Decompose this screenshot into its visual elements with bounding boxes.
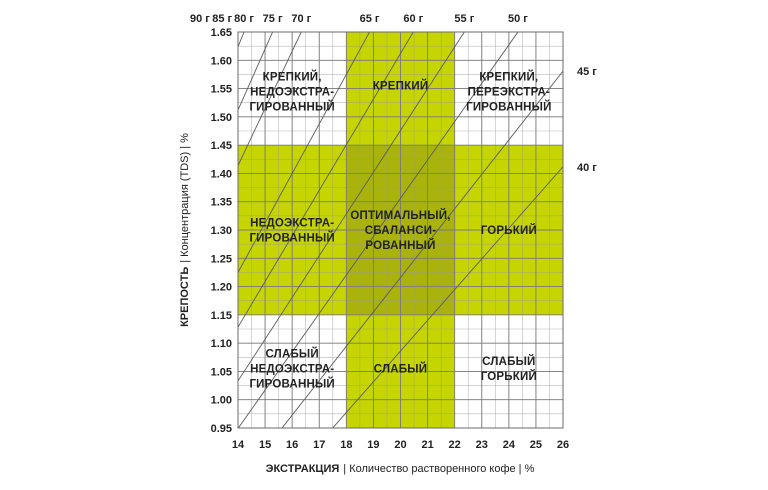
x-tick-label: 18 xyxy=(340,439,353,451)
region-label-line: КРЕПКИЙ xyxy=(372,80,429,93)
x-axis-title-rest: | Количество растворенного кофе | % xyxy=(343,463,535,475)
y-tick-label: 1.25 xyxy=(210,253,232,266)
region-label xyxy=(466,70,551,113)
y-tick-label: 1.30 xyxy=(210,225,232,237)
dose-label-top: 85 г xyxy=(212,13,233,25)
region-label-line: РОВАННЫЙ xyxy=(365,240,436,252)
y-tick-label: 1.05 xyxy=(210,366,232,379)
dose-label-top: 70 г xyxy=(291,13,312,25)
y-axis-title-rest: | Концентрация (TDS) | % xyxy=(179,133,191,263)
region-label xyxy=(350,209,450,252)
x-tick-label: 24 xyxy=(502,439,515,451)
region-label xyxy=(249,348,334,391)
x-tick-label: 20 xyxy=(394,439,407,451)
region-label-line: ГОРЬКИЙ xyxy=(480,371,537,384)
y-axis-title-bold: КРЕПОСТЬ xyxy=(179,266,191,327)
x-tick-labels xyxy=(232,439,569,451)
y-tick-label: 1.65 xyxy=(210,27,232,39)
region-label xyxy=(374,363,427,376)
y-tick-label: 1.10 xyxy=(210,338,232,351)
y-tick-label: 1.45 xyxy=(210,140,232,153)
y-tick-label: 1.50 xyxy=(210,111,232,124)
dose-label-top: 90 г xyxy=(190,13,210,25)
y-tick-labels xyxy=(211,27,232,435)
dose-label-top: 80 г xyxy=(234,13,255,25)
dose-label-top: 50 г xyxy=(508,13,528,25)
region-label-line: ГИРОВАННЫЙ xyxy=(249,378,335,391)
region-label-line: ОПТИМАЛЬНЫЙ, xyxy=(350,210,451,222)
region-label-line: ГОРЬКИЙ xyxy=(480,225,537,237)
x-tick-label: 26 xyxy=(556,439,570,451)
y-tick-label: 1.20 xyxy=(210,281,232,294)
dose-label-top: 75 г xyxy=(262,13,283,25)
region-label-line: КРЕПКИЙ, xyxy=(479,71,539,84)
y-tick-label: 0.95 xyxy=(210,423,232,435)
x-tick-label: 25 xyxy=(529,439,543,451)
region-label-line: СЛАБЫЙ xyxy=(265,348,319,361)
region-label-line: НЕДОЭКСТРА- xyxy=(250,363,335,376)
dose-label-right: 40 г xyxy=(577,161,597,174)
x-tick-label: 22 xyxy=(448,439,461,451)
region-label xyxy=(481,224,537,237)
dose-label-top: 65 г xyxy=(359,13,380,25)
region-label xyxy=(373,80,429,93)
x-axis-title xyxy=(266,463,535,475)
region-label-line: ГИРОВАННЫЙ xyxy=(466,101,552,114)
x-tick-label: 23 xyxy=(475,439,488,451)
region-label-line: СЛАБЫЙ xyxy=(482,356,536,369)
y-tick-label: 1.60 xyxy=(210,55,232,68)
x-axis-title-bold: ЭКСТРАКЦИЯ xyxy=(265,463,340,475)
region-label xyxy=(249,70,334,113)
dose-label-right: 45 г xyxy=(577,66,597,79)
y-tick-label: 1.40 xyxy=(210,168,232,181)
region-label-line: НЕДОЭКСТРА- xyxy=(250,217,335,230)
y-tick-label: 1.00 xyxy=(210,394,232,407)
x-tick-label: 16 xyxy=(286,439,299,451)
x-tick-label: 17 xyxy=(313,439,326,451)
region-label-line: ПЕРЕЭКСТРА- xyxy=(467,86,551,99)
region-label-line: КРЕПКИЙ, xyxy=(262,71,322,84)
y-tick-label: 1.15 xyxy=(210,309,232,322)
dose-label-top: 60 г xyxy=(403,13,424,25)
dose-label-top: 55 г xyxy=(454,13,475,25)
y-tick-label: 1.55 xyxy=(210,83,232,96)
region-label-line: НЕДОЭКСТРА- xyxy=(250,86,335,99)
x-tick-label: 19 xyxy=(367,439,380,451)
x-tick-label: 15 xyxy=(258,439,272,451)
y-axis-title xyxy=(179,133,191,327)
region-label-line: ГИРОВАННЫЙ xyxy=(249,101,335,114)
region-label-line: ГИРОВАННЫЙ xyxy=(249,232,335,245)
y-tick-label: 1.35 xyxy=(210,196,232,209)
region-label-line: СБАЛАНСИ- xyxy=(364,225,437,237)
x-tick-label: 14 xyxy=(231,439,245,451)
region-label-line: СЛАБЫЙ xyxy=(373,363,428,376)
x-tick-label: 21 xyxy=(421,439,434,451)
